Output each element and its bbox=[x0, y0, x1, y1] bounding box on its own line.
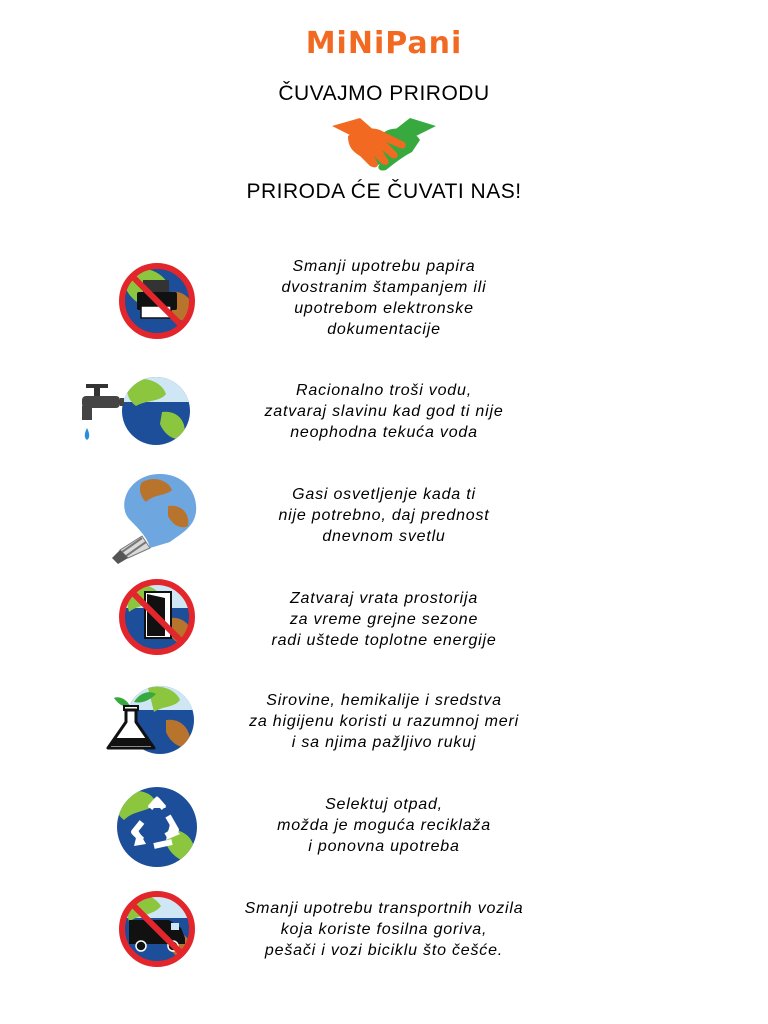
tip-door bbox=[214, 588, 554, 651]
tip-paper bbox=[214, 256, 554, 340]
tip-line: dvostranim štampanjem ili bbox=[281, 279, 487, 296]
tip-line: Smanji upotrebu papira bbox=[292, 258, 476, 275]
tip-line: Smanji upotrebu transportnih vozila bbox=[244, 900, 524, 917]
tip-line: dokumentacije bbox=[327, 321, 441, 338]
tip-line: za higijenu koristi u razumnoj meri bbox=[249, 713, 519, 730]
tip-line: nije potrebno, daj prednost bbox=[278, 507, 490, 524]
tip-transport bbox=[204, 898, 564, 961]
tip-line: možda je moguća reciklaža bbox=[277, 817, 491, 834]
recycle-earth-icon bbox=[114, 786, 200, 868]
minipani-logo bbox=[0, 26, 768, 61]
tip-line: za vreme grejne sezone bbox=[289, 611, 479, 628]
chemicals-earth-icon bbox=[104, 684, 198, 756]
no-open-door-icon bbox=[115, 578, 199, 656]
tip-line: pešači i vozi biciklu što češće. bbox=[264, 942, 504, 959]
tip-line: Racionalno troši vodu, bbox=[296, 382, 472, 399]
page-subtitle: PRIRODA ĆE ČUVATI NAS! bbox=[246, 180, 522, 203]
tip-line: i sa njima pažljivo rukuj bbox=[291, 734, 477, 751]
tip-water bbox=[214, 380, 554, 443]
tip-line: i ponovna upotreba bbox=[308, 838, 460, 855]
logo-text: MiNiPani bbox=[305, 26, 463, 61]
no-vehicle-icon bbox=[115, 890, 199, 968]
tip-line: Selektuj otpad, bbox=[325, 796, 443, 813]
tip-line: Gasi osvetljenje kada ti bbox=[292, 486, 476, 503]
tip-line: dnevnom svetlu bbox=[322, 528, 446, 545]
tip-chemicals bbox=[214, 690, 554, 753]
handshake-icon bbox=[330, 112, 438, 178]
tip-line: radi uštede toplotne energije bbox=[271, 632, 497, 649]
tip-line: koja koriste fosilna goriva, bbox=[280, 921, 488, 938]
earth-lightbulb-icon bbox=[94, 470, 202, 566]
tip-line: Zatvaraj vrata prostorija bbox=[289, 590, 479, 607]
tip-line: neophodna tekuća voda bbox=[290, 424, 478, 441]
tip-light bbox=[214, 484, 554, 547]
no-printing-icon bbox=[115, 262, 199, 340]
page-title: ČUVAJMO PRIRODU bbox=[278, 82, 490, 105]
water-tap-earth-icon bbox=[76, 376, 198, 446]
tip-line: upotrebom elektronske bbox=[294, 300, 474, 317]
tip-line: zatvaraj slavinu kad god ti nije bbox=[264, 403, 504, 420]
tip-line: Sirovine, hemikalije i sredstva bbox=[266, 692, 502, 709]
tip-recycle bbox=[214, 794, 554, 857]
